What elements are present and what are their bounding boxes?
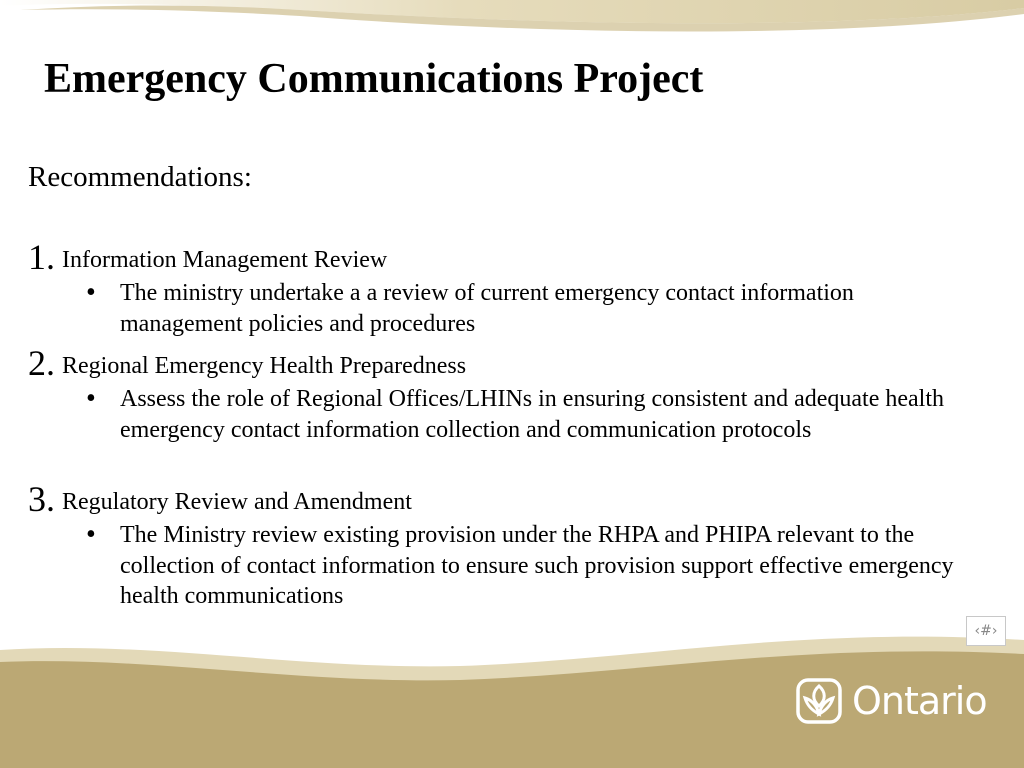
slide-number-placeholder: ‹#› xyxy=(966,616,1006,646)
ontario-logo-text: Ontario xyxy=(852,679,987,723)
ontario-logo xyxy=(796,678,996,728)
bullet-icon: • xyxy=(86,519,96,550)
recommendation-bullet xyxy=(28,278,988,339)
recommendation-1 xyxy=(28,237,988,339)
recommendation-bullet xyxy=(28,520,988,612)
recommendation-title: Regulatory Review and Amendment xyxy=(62,489,412,515)
recommendation-number: 2. xyxy=(28,343,55,383)
bullet-text: Assess the role of Regional Offices/LHINs in ensuring consistent and adequate health emergency contact information collection and communication protocols xyxy=(120,386,945,443)
top-wave-decoration xyxy=(0,0,1024,60)
recommendation-3 xyxy=(28,479,988,612)
bullet-text: The ministry undertake a a review of current emergency contact information management policies and procedures xyxy=(120,280,854,337)
slide-title: Emergency Communications Project xyxy=(44,56,704,102)
recommendation-2 xyxy=(28,343,988,445)
bullet-icon: • xyxy=(86,383,96,414)
recommendations-heading: Recommendations: xyxy=(28,161,252,193)
bullet-icon: • xyxy=(86,277,96,308)
recommendation-number: 1. xyxy=(28,237,55,277)
recommendation-title: Regional Emergency Health Preparedness xyxy=(62,353,467,379)
recommendation-bullet xyxy=(28,384,988,445)
ontario-trillium-icon xyxy=(796,678,842,724)
bullet-text: The Ministry review existing provision under the RHPA and PHIPA relevant to the collection of contact information to ensure such provision support effective emergency health communications xyxy=(120,522,954,609)
recommendation-title: Information Management Review xyxy=(62,247,388,273)
recommendation-number: 3. xyxy=(28,479,55,519)
